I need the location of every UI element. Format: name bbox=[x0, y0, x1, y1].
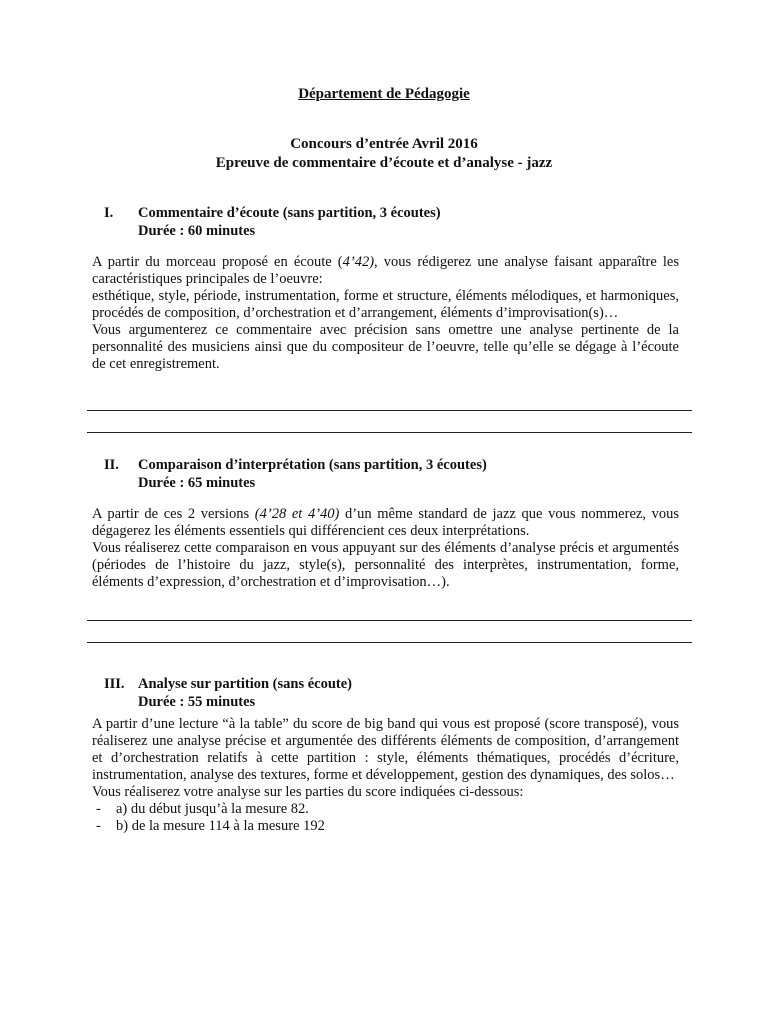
section-duration: Durée : 55 minutes bbox=[138, 694, 256, 710]
score-parts-list bbox=[92, 801, 679, 835]
paragraph: A partir du morceau proposé en écoute (4’42), vous rédigerez une analyse faisant apparaître les caractéristiques principales de l’oeuvre: bbox=[92, 254, 679, 287]
section-title: Analyse sur partition (sans écoute) bbox=[138, 676, 353, 692]
section-2-body bbox=[92, 506, 679, 591]
section-number: III. bbox=[104, 676, 125, 692]
department-heading: Département de Pédagogie bbox=[298, 86, 470, 102]
paragraph: Vous réaliserez cette comparaison en vous appuyant sur des éléments d’analyse précis et argumentés (périodes de l’histoire du jazz, style(s), personnalité des interprètes, instrumentation, forme, éléments d’expression, d’orchestration et d’improvisation…). bbox=[92, 540, 679, 590]
divider-line bbox=[87, 620, 692, 621]
list-item: - a) du début jusqu’à la mesure 82. bbox=[96, 801, 309, 817]
divider-line bbox=[87, 432, 692, 433]
section-1-body bbox=[92, 254, 679, 373]
list-item: - b) de la mesure 114 à la mesure 192 bbox=[96, 818, 325, 834]
divider-line bbox=[87, 410, 692, 411]
paragraph: A partir d’une lecture “à la table” du score de big band qui vous est proposé (score transposé), vous réaliserez une analyse précise et argumentée des différents éléments de composition, d’arrangement et d’orchestration relatifs à cette partition : style, éléments thématiques, procédés d’écriture, instrumentation, analyse des textures, forme et développement, gestion des dynamiques, des solos… bbox=[92, 716, 679, 783]
exam-title: Concours d’entrée Avril 2016 bbox=[290, 136, 478, 152]
section-3-body bbox=[92, 716, 679, 835]
paragraph: Vous argumenterez ce commentaire avec précision sans omettre une analyse pertinente de la personnalité des musiciens ainsi que du compositeur de l’oeuvre, telle qu’elle se dégage à l’écoute de cet enregistrement. bbox=[92, 322, 679, 372]
paragraph: A partir de ces 2 versions (4’28 et 4’40) d’un même standard de jazz que vous nommerez, vous dégagerez les éléments essentiels qui différencient ces deux interprétations. bbox=[92, 506, 679, 539]
section-title: Comparaison d’interprétation (sans partition, 3 écoutes) bbox=[138, 457, 487, 473]
section-number: I. bbox=[104, 205, 114, 221]
section-title: Commentaire d’écoute (sans partition, 3 écoutes) bbox=[138, 205, 441, 221]
section-duration: Durée : 65 minutes bbox=[138, 475, 256, 491]
exam-subtitle: Epreuve de commentaire d’écoute et d’analyse - jazz bbox=[215, 155, 553, 171]
divider-line bbox=[87, 642, 692, 643]
paragraph: esthétique, style, période, instrumentation, forme et structure, éléments mélodiques, et harmoniques, procédés de composition, d’orchestration et d’arrangement, éléments d’improvisation(s)… bbox=[92, 288, 679, 321]
section-number: II. bbox=[104, 457, 119, 473]
paragraph: Vous réaliserez votre analyse sur les parties du score indiquées ci-dessous: bbox=[92, 784, 524, 800]
section-duration: Durée : 60 minutes bbox=[138, 223, 256, 239]
